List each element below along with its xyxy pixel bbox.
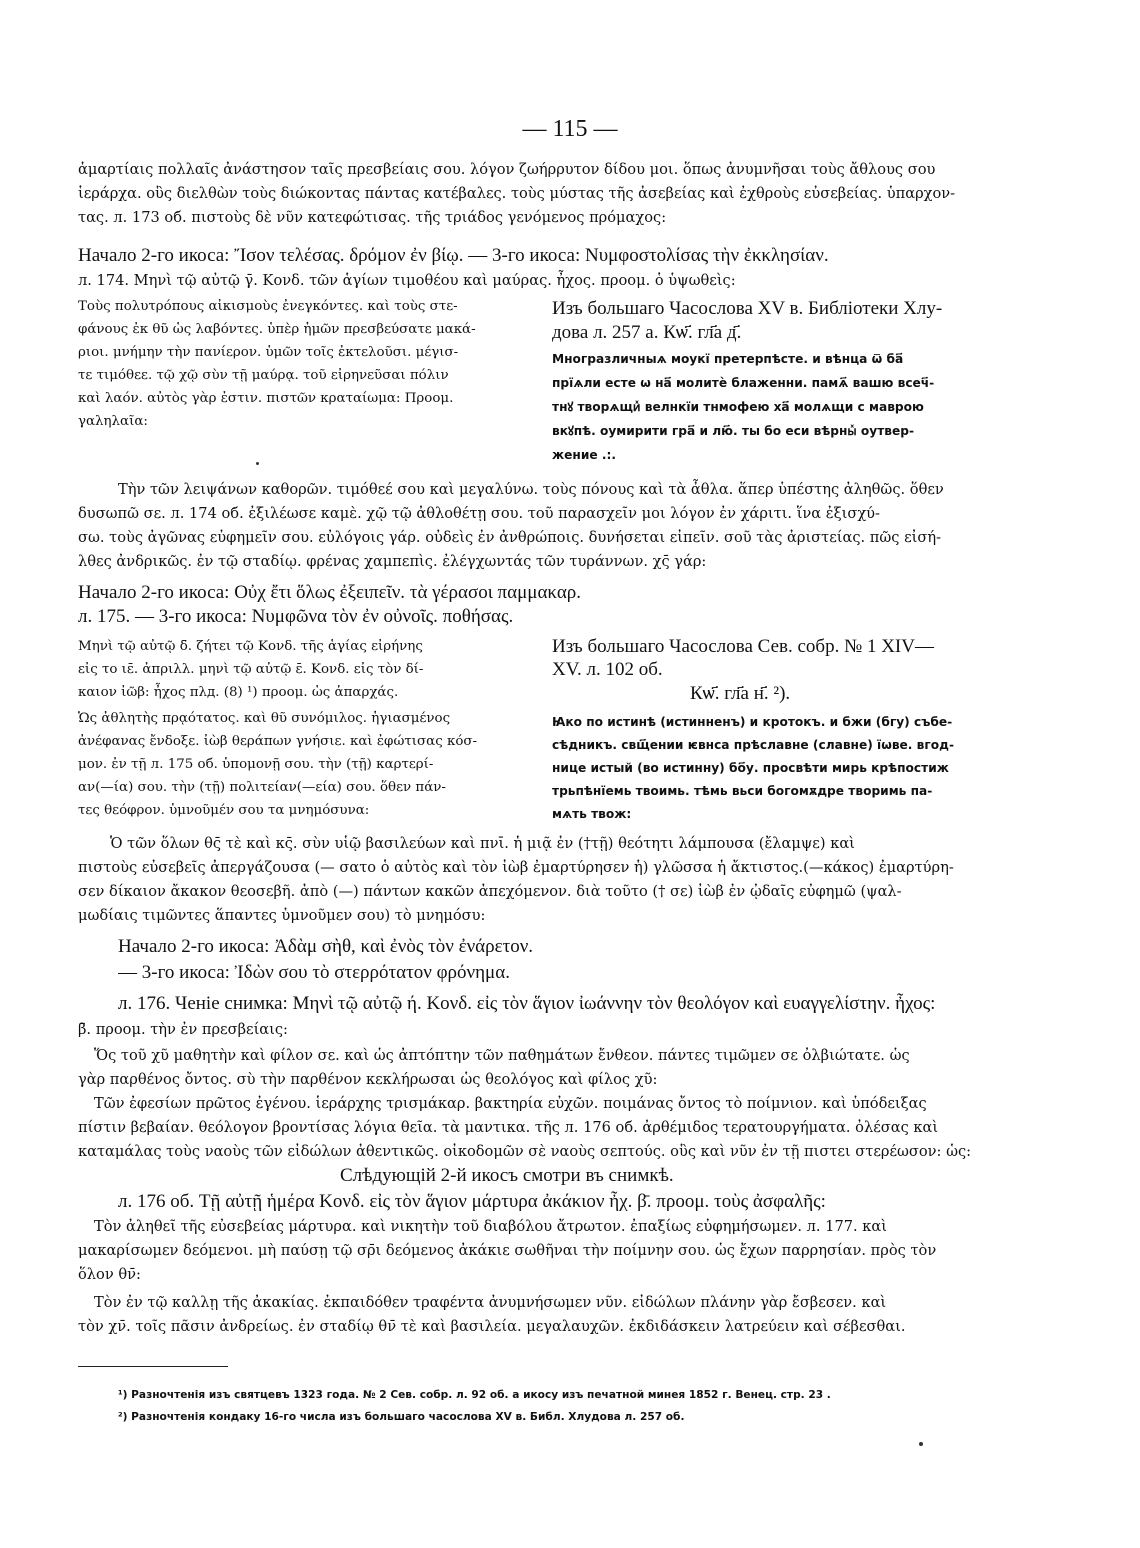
slavonic-line: трьпѣнїемь твоимь. тѣмь вьси богомѫдре творимь па-: [552, 784, 933, 798]
right-column-heading: Кѡ҃. гл҃а н҃. ²).: [690, 683, 791, 704]
text-line: ὅλον θν̄:: [78, 1266, 141, 1283]
section-heading: л. 176 об. Τῇ αὐτῇ ἡμέρα Κονδ. εἰς τὸν ἅγιον μάρτυρα ἀκάκιον ἦχ. β̄. προομ. τοὺς ἀσφαλῆς:: [118, 1191, 826, 1212]
text-line: л. 174. Μηνὶ τῷ αὐτῷ γ̄. Κονδ. τῶν ἁγίων τιμοθέου καὶ μαύρας. ἦχος. προομ. ὁ ὑψωθεὶς:: [78, 272, 736, 289]
slavonic-line: Ꙗко по истинѣ (истинненъ) и кротокъ. и бжи (бгу) събе-: [552, 715, 953, 729]
text-line: πίστιν βεβαίαν. θεόλογον βροντίσας λόγια θεῖα. τὰ μαντικα. τῆς л. 176 об. ἀρθέμιδος τερατουργήματα. ὀλέσας καὶ: [78, 1119, 939, 1136]
footnote-2: ²) Разночтенія кондаку 16-го числа изъ большаго часослова XV в. Библ. Хлудова л. 257 об.: [118, 1411, 685, 1423]
text-line: μακαρίσωμεν δεόμενοι. μὴ παύσῃ τῷ σρ̄ι δεόμενος ἀκάκιε σωθῆναι τὴν ποίμνην σου. ὡς ἔχων παρρησίαν. πρὸς τὸν: [78, 1242, 937, 1259]
text-line: β̄. προομ. τὴν ἐν πρεσβείαις:: [78, 1021, 288, 1038]
text-line: λθες ἀνδρικῶς. ἐν τῷ σταδίῳ. φρένας χαμπεπὶς. ἐλέγχωντάς τῶν τυράννων. χς̄ γάρ:: [78, 553, 707, 570]
left-column-line: εἰς το ιε̄. ἀπριλλ. μηνὶ τῷ αὐτῷ ε̄. Κονδ. εἰς τὸν δί-: [78, 662, 424, 677]
footnote-rule: [78, 1366, 228, 1367]
text-line: σεν δίκαιον ἄκακον θεοσεβῆ. ἀπὸ (—) πάντων κακῶν ἀπεχόμενον. διὰ τοῦτο († σε) ἰὼβ ἐν ᾠδαῖς εὐφημῶ (ψαλ-: [78, 883, 902, 900]
slavonic-line: тнꙋ творѧщиⷯ велнкїи тнмофею ха҃ молѧщи с маврою: [552, 400, 924, 414]
left-column-line: Μηνὶ τῷ αὐτῷ δ̄. ζήτει τῷ Κονδ. τῆς ἁγίας εἰρήνης: [78, 639, 423, 654]
text-line: Τῶν ἐφεσίων πρῶτος ἐγένου. ἱεράρχης τρισμάκαρ. βακτηρία εὐχῶν. ποιμάνας ὄντος τὸ ποίμνιον. καὶ ὑπόδειξας: [94, 1095, 927, 1112]
footnote-1: ¹) Разночтенія изъ святцевъ 1323 года. № 2 Сев. собр. л. 92 об. а икосу изъ печатной минея 1852 г. Венец. стр. 23 .: [118, 1389, 831, 1401]
text-line: δυσωπῶ σε. л. 174 об. ἐξιλέωσε καμὲ. χῷ τῷ ἀθλοθέτῃ σου. τοῦ παρασχεῖν μοι λόγον ἐν χάριτι. ἵνα ἐξισχύ-: [78, 505, 880, 522]
slavonic-line: мѧть твож:: [552, 807, 632, 821]
ikos-heading: — 3-го икоса: Ἰδὼν σου τὸ στερρότατον φρόνημα.: [118, 962, 510, 983]
left-column-line: φάνους ἐκ θῦ ὡς λαβόντες. ὑπὲρ ἡμῶν πρεσβεύσατε μακά-: [78, 322, 476, 337]
left-column-line: γαληλαῖα:: [78, 414, 148, 429]
text-line: Ὅς τοῦ χῦ μαθητὴν καὶ φίλον σε. καὶ ὡς ἀπτόπτην τῶν παθημάτων ἔνθεον. πάντες τιμῶμεν σε ὀλβιώτατε. ὡς: [94, 1047, 910, 1064]
text-line: γὰρ παρθένος ὄντος. σὺ τὴν παρθένον κεκλήρωσαι ὡς θεολόγος καὶ φίλος χῦ:: [78, 1071, 658, 1088]
slavonic-line: нице истый (во истинну) бо҃у. просвѣти мирь крѣпостиж: [552, 761, 949, 775]
text-line: Τὸν ἀληθεῖ τῆς εὐσεβείας μάρτυρα. καὶ νικητὴν τοῦ διαβόλου ἄτρωτον. ἐπαξίως εὐφημήσωμεν. л. 177. καὶ: [94, 1218, 887, 1235]
text-line: Ὁ τῶν ὅλων θς̄ τὲ καὶ κς̄. σὺν υἱῷ βασιλεύων καὶ πνῑ. ἡ μιᾷ ἐν (†τῇ) θεότητι λάμπουσα (ἔλαμψε) καὶ: [110, 835, 855, 852]
right-column-heading: XV. л. 102 об.: [552, 659, 663, 680]
text-line: πιστοὺς εὐσεβεῖς ἀπεργάζουσα (— σατο ὁ αὐτὸς καὶ τὸν ἰὼβ ἐμαρτύρησεν ἡ) γλῶσσα ἡ ἄκτιστος.(—κάκος) ἐμαρτύρη-: [78, 859, 954, 876]
ink-speck: [256, 462, 259, 465]
left-column-line: Τοὺς πολυτρόπους αἰκισμοὺς ἐνεγκόντες. καὶ τοὺς στε-: [78, 299, 458, 314]
text-line: Τὴν τῶν λειψάνων καθορῶν. τιμόθεέ σου καὶ μεγαλύνω. τοὺς πόνους καὶ τὰ ἆθλα. ἅπερ ὑπέστης ἀληθῶς. ὅθεν: [118, 481, 944, 498]
left-column-line: αν(—ία) σου. τὴν (τῇ) πολιτείαν(—εία) σου. ὅθεν πάν-: [78, 780, 446, 795]
section-heading: л. 176. Ченіе снимка: Μηνὶ τῷ αὐτῷ ή. Κονδ. εἰς τὸν ἅγιον ἰωάννην τὸν θεολόγον καὶ ευαγγελίστην. ἦχος:: [118, 993, 936, 1014]
right-column-heading: Изъ большаго Часослова XV в. Библіотеки Хлу-: [552, 298, 943, 319]
left-column-line: τε τιμόθεε. τῷ χῷ σὺν τῇ μαύρᾳ. τοῦ εἰρηνεῦσαι πόλιν: [78, 368, 449, 383]
left-column-line: μον. ἐν τῇ л. 175 об. ὑπομονῇ σου. τὴν (τῇ) καρτερί-: [78, 757, 434, 772]
ink-speck: [919, 1442, 923, 1446]
ikos-heading: Начало 2-го икоса: Ἀδὰμ σὴθ, καὶ ἐνὸς τὸν ἐνάρετον.: [118, 936, 534, 957]
left-column-line: καὶ λαόν. αὐτὸς γὰρ ἐστιν. πιστῶν κραταίωμα: Προομ.: [78, 391, 454, 406]
slavonic-line: сѣдникъ. свщ҃ении ѥвнса прѣславне (славне) їѡве. вгод-: [552, 738, 955, 752]
slavonic-line: Многразличныѧ моукї претерпѣсте. и вѣнца ѿ ба҃: [552, 352, 904, 366]
page-number: — 115 —: [522, 116, 618, 142]
slavonic-line: жение .:.: [552, 448, 616, 462]
section-heading: Слѣдующій 2-й икосъ смотри въ снимкѣ.: [340, 1165, 674, 1186]
text-line: ἁμαρτίαις πολλαῖς ἀνάστησον ταῖς πρεσβείαις σου. λόγον ζωήρρυτον δίδου μοι. ὅπως ἀνυμνῆσαι τοὺς ἄθλους σου: [78, 161, 936, 178]
slavonic-line: вкꙋпѣ. оумирити гра҃ и лю҃. ты бо еси вѣрныⷯ оутвер-: [552, 424, 915, 438]
left-column-line: Ὡς ἀθλητὴς πρᾳότατος. καὶ θῦ συνόμιλος. ἡγιασμένος: [78, 711, 451, 726]
text-line: τὸν χν̄. τοῖς πᾶσιν ἀνδρείως. ἐν σταδίῳ θν̄ τὲ καὶ βασιλεία. μεγαλαυχῶν. ἐκδιδάσκειν λατρεύειν καὶ σέβεσθαι.: [78, 1318, 906, 1335]
left-column-line: καιον ἰῶβ: ἦχος πλд. (8) ¹) προομ. ὡς ἀπαρχάς.: [78, 685, 399, 700]
text-line: καταμάλας τοὺς ναοὺς τῶν εἰδώλων ἀθεντικῶς. οἰκοδομῶν σὲ ναοὺς σεπτούς. οὓς καὶ νῦν ἐν τῇ πιστει στερέωσον: ὡς:: [78, 1143, 972, 1160]
ikos-heading: Начало 2-го икоса: Οὐχ ἔτι ὅλως ἐξειπεῖν. τὰ γέρασοι παμμακαρ.: [78, 582, 582, 603]
text-line: Τὸν ἐν τῷ καλλῃ τῆς ἀκακίας. ἐκπαιδόθεν τραφέντα ἀνυμνήσωμεν νῦν. εἰδώλων πλάνην γὰρ ἔσβεσεν. καὶ: [94, 1294, 887, 1311]
text-line: μωδίαις τιμῶντες ἅπαντες ὑμνοῦμεν σου) τὸ μνημόσυ:: [78, 907, 486, 924]
text-line: ἱεράρχα. οὓς διελθὼν τοὺς διώκοντας πάντας κατέβαλες. τοὺς μύστας τῆς ἀσεβείας καὶ ἐχθροὺς εὐσεβείας. ὑπαρχον-: [78, 185, 956, 202]
ikos-heading: л. 175. — 3-го икоса: Νυμφῶνα τὸν ἐν οὐνοῖς. ποθήσας.: [78, 606, 514, 627]
ikos-heading: Начало 2-го икоса: Ἴσον τελέσας. δρόμον ἐν βίῳ. — 3-го икоса: Νυμφοστολίσας τὴν ἐκκλησίαν.: [78, 245, 829, 266]
slavonic-line: прїѧли есте ѡ на҃ молитѐ блаженни. памѧ҃ вашю всеч҃-: [552, 376, 935, 390]
right-column-heading: Изъ большаго Часослова Сев. собр. № 1 XIV—: [552, 636, 934, 657]
left-column-line: ἀνέφανας ἔνδοξε. ἰὼβ θεράπων γνήσιε. καὶ ἐφώτισας κόσ-: [78, 734, 478, 749]
right-column-heading: дова л. 257 а. Кѡ҃. гл҃а д҃.: [552, 322, 742, 343]
left-column-line: ριοι. μνήμην τὴν πανίερον. ὑμῶν τοῖς ἐκτελοῦσι. μέγισ-: [78, 345, 459, 360]
text-line: τας. л. 173 об. πιστοὺς δὲ νῦν κατεφώτισας. τῆς τριάδος γενόμενος πρόμαχος:: [78, 209, 667, 226]
text-line: σω. τοὺς ἀγῶνας εὐφημεῖν σου. εὐλόγοις γάρ. οὐδεὶς ἐν ἀνθρώποις. δυνήσεται εἰπεῖν. σοῦ τὰς ἀριστείας. πῶς εἰσή-: [78, 529, 942, 546]
left-column-line: τες θεόφρον. ὑμνοῦμέν σου τα μνημόσυνα:: [78, 803, 370, 818]
